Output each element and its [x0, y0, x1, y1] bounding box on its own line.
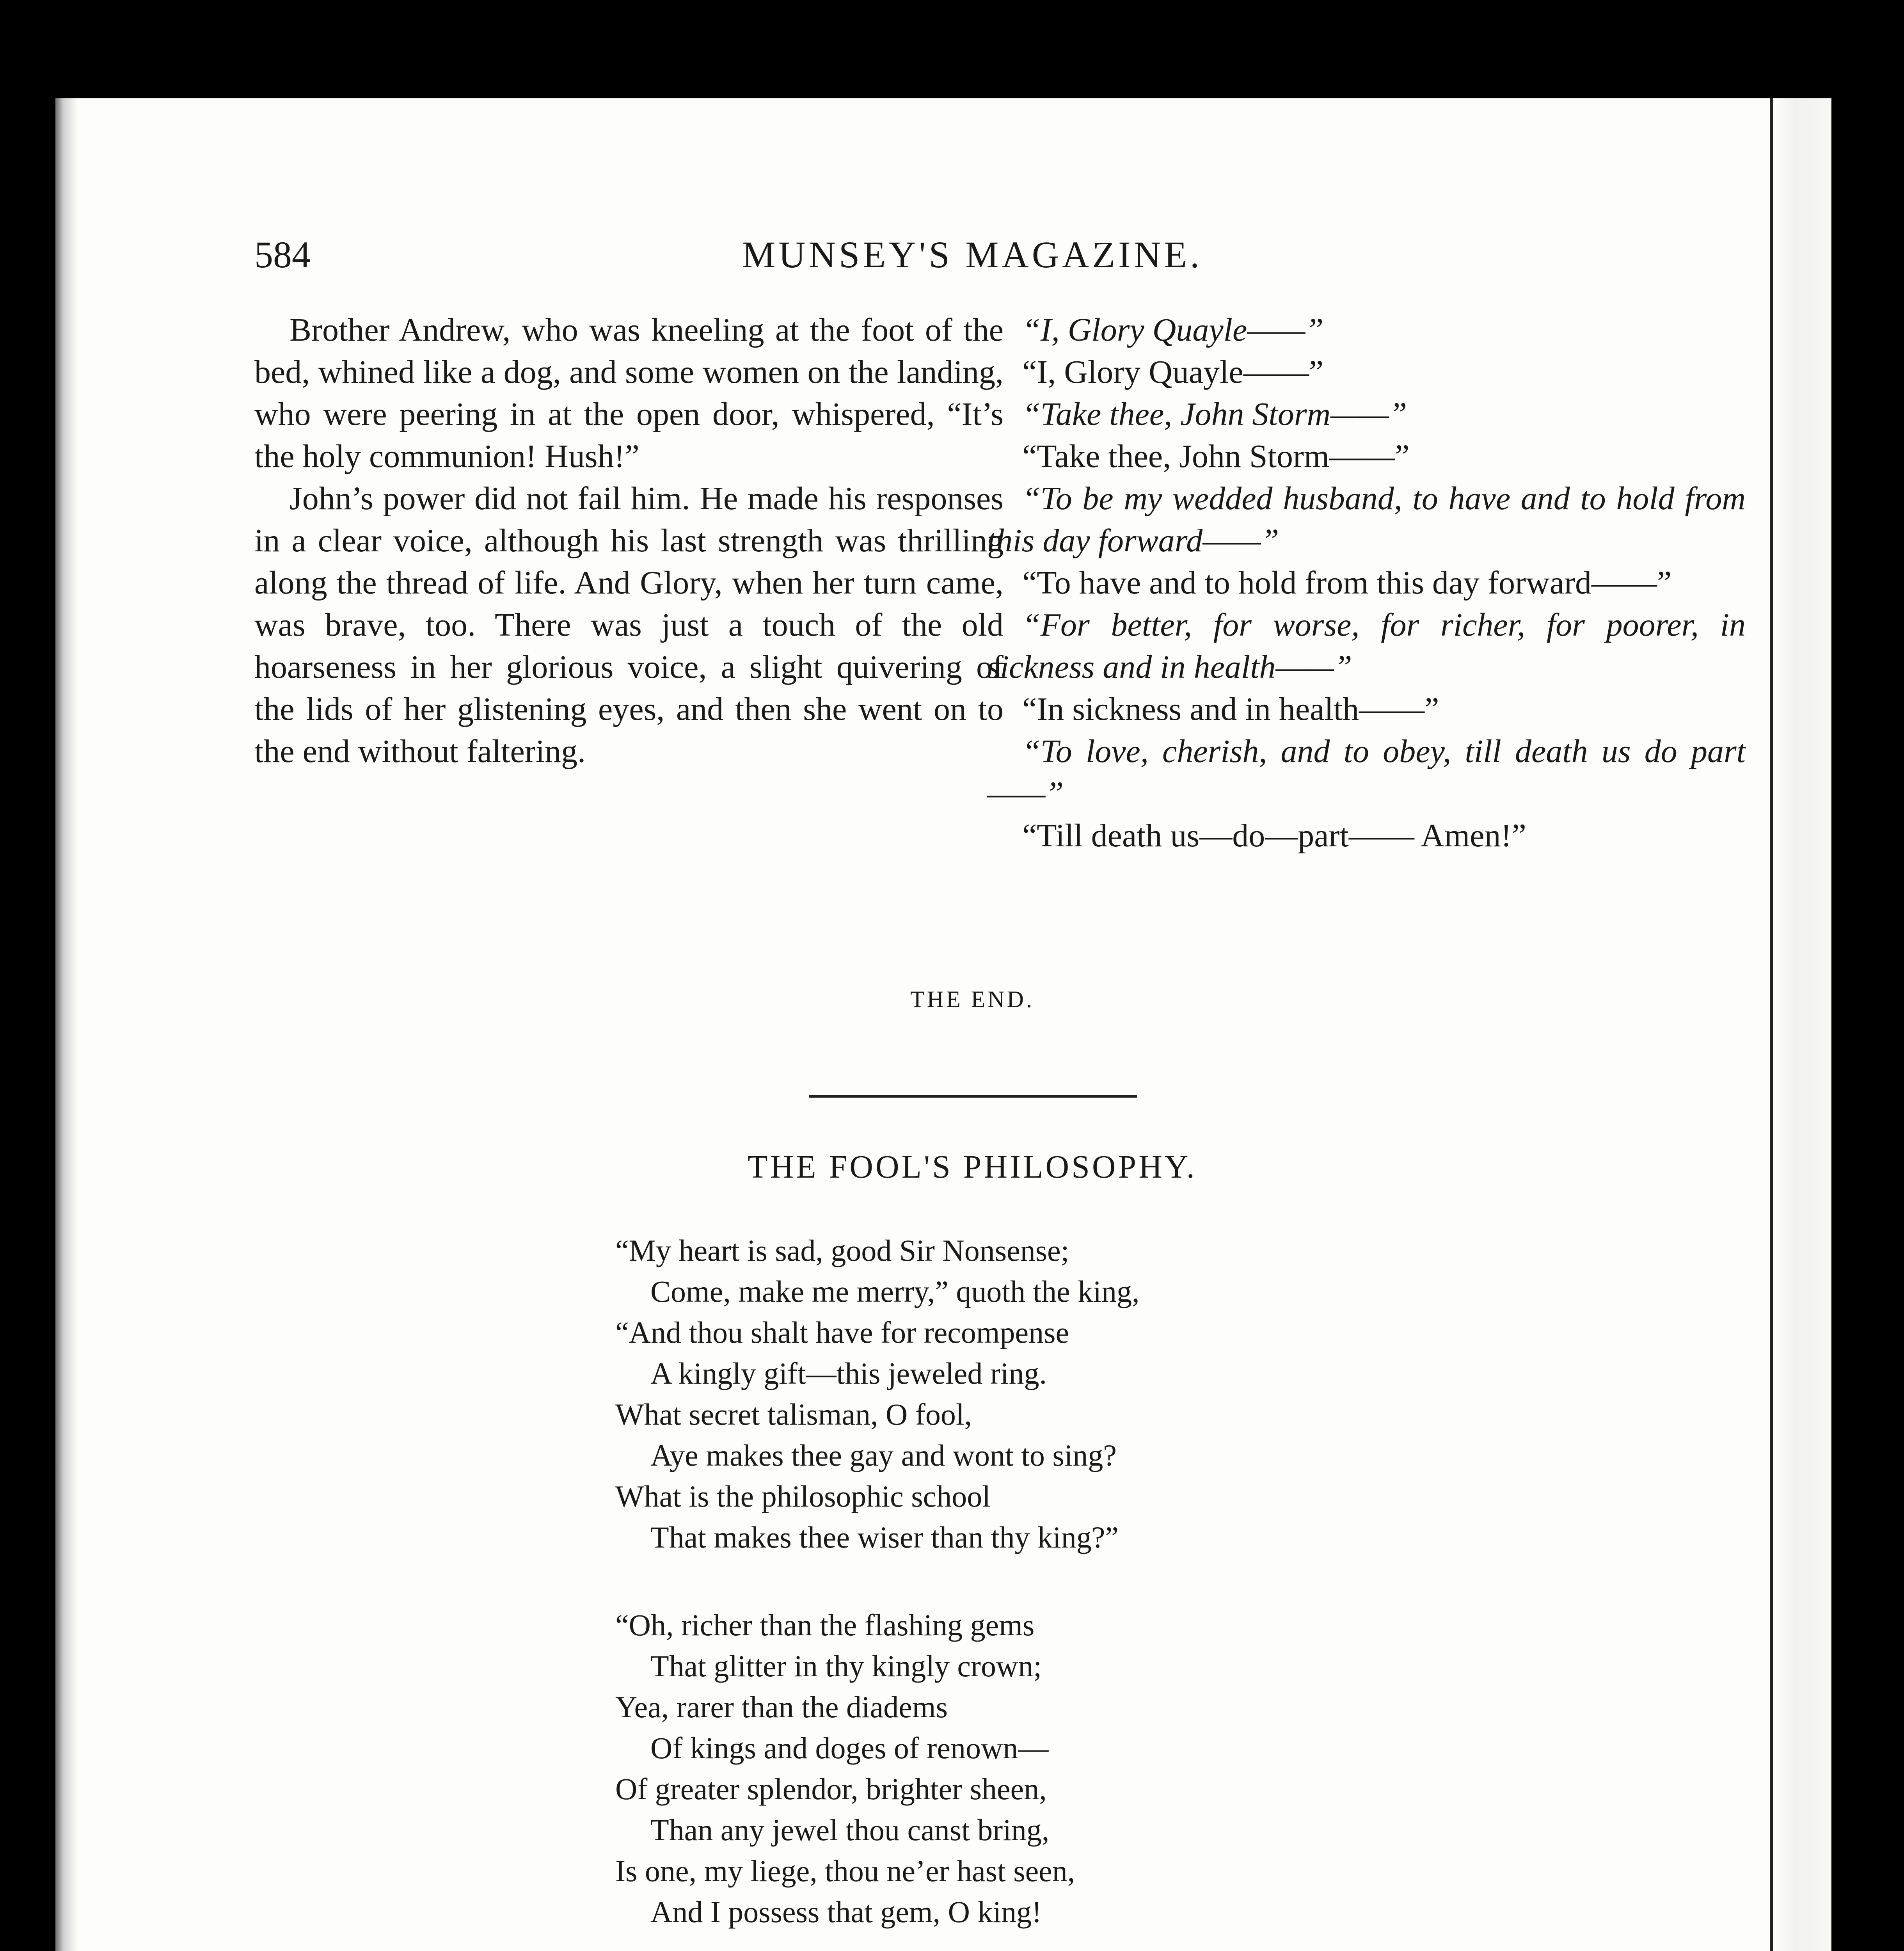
vow-line: “I, Glory Quayle——”	[1022, 354, 1324, 390]
poem-line: And I possess that gem, O king!	[650, 1895, 1042, 1929]
poem-line: What is the philosophic school	[615, 1479, 991, 1513]
vow-line: “To love, cherish, and to obey, till death us do part——”	[987, 733, 1746, 812]
the-end-marker: THE END.	[910, 986, 1034, 1012]
vow-line: “For better, for worse, for richer, for poorer, in sickness and in health——”	[987, 607, 1746, 685]
story-paragraph: John’s power did not fail him. He made his responses in a clear voice, although his last strength was thrilling along the thread of life. And Glory, when her turn came, was brave, too. There was just a touch of the old hoarseness in her glorious voice, a slight quivering of the lids of her glistening eyes, and then she went on to the end without faltering.	[254, 480, 1004, 769]
poem-title: THE FOOL'S PHILOSOPHY.	[748, 1149, 1197, 1185]
poem-line: What secret talisman, O fool,	[615, 1397, 972, 1431]
page-number: 584	[254, 234, 311, 275]
poem-line: Than any jewel thou canst bring,	[650, 1813, 1050, 1847]
vow-line: “To be my wedded husband, to have and to hold from this day forward——”	[987, 480, 1746, 559]
section-divider	[809, 1095, 1137, 1098]
facing-page-edge	[1770, 98, 1831, 1951]
vow-line: “Till death us—do—part—— Amen!”	[1022, 817, 1526, 854]
poem-line: That makes thee wiser than thy king?”	[650, 1520, 1119, 1554]
poem-body	[615, 1230, 1630, 1951]
poem-line: “My heart is sad, good Sir Nonsense;	[615, 1233, 1069, 1267]
poem-line: That glitter in thy kingly crown;	[650, 1649, 1042, 1683]
story-right-column	[987, 309, 1746, 857]
poem-line: Of greater splendor, brighter sheen,	[615, 1772, 1047, 1806]
poem-line: Yea, rarer than the diadems	[615, 1690, 948, 1724]
binding-edge	[55, 98, 78, 1951]
running-head: MUNSEY'S MAGAZINE.	[742, 234, 1202, 275]
poem-line: Of kings and doges of renown—	[650, 1731, 1049, 1765]
magazine-page	[55, 98, 1831, 1951]
poem-line: A kingly gift—this jeweled ring.	[650, 1356, 1047, 1390]
vow-line: “In sickness and in health——”	[1022, 691, 1439, 727]
story-paragraph: Brother Andrew, who was kneeling at the foot of the bed, whined like a dog, and some women on the landing, who were peering in at the open door, whispered, “It’s the holy communion! Hush!”	[254, 312, 1004, 474]
poem-line: Aye makes thee gay and wont to sing?	[650, 1438, 1117, 1472]
poem-stanza	[615, 1605, 1630, 1932]
vow-line: “Take thee, John Storm——”	[1022, 438, 1410, 474]
vow-line: “I, Glory Quayle——”	[1022, 312, 1324, 348]
story-left-column	[254, 309, 1004, 773]
vow-line: “To have and to hold from this day forward——”	[1022, 565, 1672, 601]
vow-line: “Take thee, John Storm——”	[1022, 396, 1407, 432]
poem-line: Come, make me merry,” quoth the king,	[650, 1274, 1140, 1308]
poem-line: “Oh, richer than the flashing gems	[615, 1608, 1035, 1642]
poem-line: “And thou shalt have for recompense	[615, 1315, 1069, 1349]
poem-stanza	[615, 1230, 1630, 1558]
poem-line: Is one, my liege, thou ne’er hast seen,	[615, 1854, 1075, 1888]
